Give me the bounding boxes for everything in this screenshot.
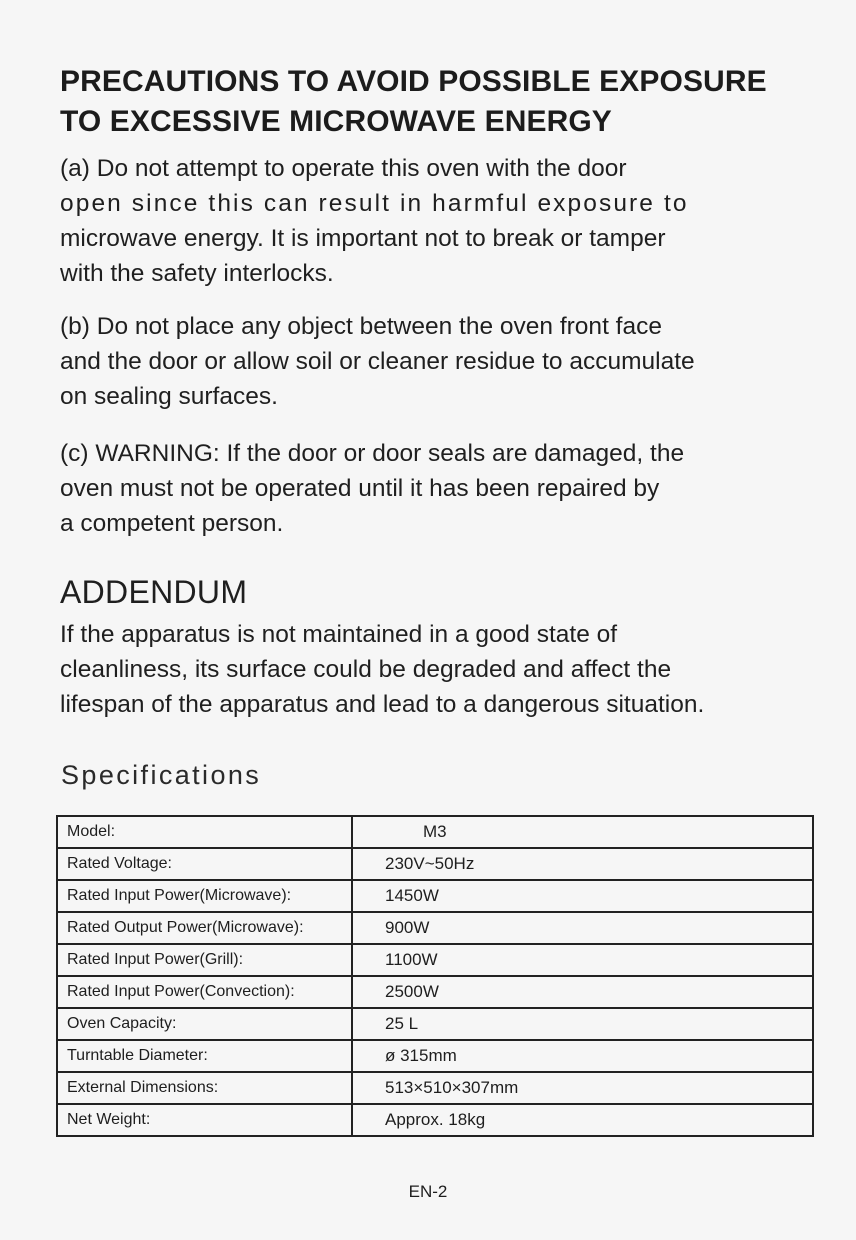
table-row: [57, 816, 813, 848]
spec-value: 900W: [352, 912, 813, 944]
table-row: [57, 880, 813, 912]
precaution-a-line: microwave energy. It is important not to break or tamper: [60, 225, 666, 252]
table-row: [57, 1104, 813, 1136]
precaution-b: [60, 309, 820, 414]
spec-value: 513×510×307mm: [352, 1072, 813, 1104]
specifications-table: [56, 815, 814, 1137]
table-row: [57, 944, 813, 976]
spec-value: 1100W: [352, 944, 813, 976]
spec-value: ø 315mm: [352, 1040, 813, 1072]
precaution-b-line: (b) Do not place any object between the oven front face: [60, 313, 662, 340]
precaution-a: [60, 151, 820, 291]
addendum-line: lifespan of the apparatus and lead to a dangerous situation.: [60, 691, 705, 718]
page-number: EN-2: [408, 1182, 448, 1201]
spec-label: External Dimensions:: [57, 1072, 352, 1104]
heading-line-1: PRECAUTIONS TO AVOID POSSIBLE EXPOSURE: [60, 65, 767, 98]
spec-label: Model:: [57, 816, 352, 848]
precaution-c-line: (c) WARNING: If the door or door seals are damaged, the: [60, 440, 685, 467]
spec-label: Rated Input Power(Convection):: [57, 976, 352, 1008]
spec-value: 230V~50Hz: [352, 848, 813, 880]
addendum-line: If the apparatus is not maintained in a good state of: [60, 621, 618, 648]
addendum-line: cleanliness, its surface could be degraded and affect the: [60, 656, 672, 683]
table-row: [57, 1072, 813, 1104]
table-row: [57, 1008, 813, 1040]
table-row: [57, 912, 813, 944]
precaution-a-line: with the safety interlocks.: [60, 260, 334, 287]
addendum-title: ADDENDUM: [60, 574, 248, 610]
table-row: [57, 848, 813, 880]
precaution-c-line: a competent person.: [60, 510, 284, 537]
spec-label: Rated Input Power(Grill):: [57, 944, 352, 976]
precaution-c: [60, 436, 820, 541]
precaution-b-line: on sealing surfaces.: [60, 383, 278, 410]
precaution-c-line: oven must not be operated until it has been repaired by: [60, 475, 660, 502]
spec-value: 1450W: [352, 880, 813, 912]
spec-label: Rated Output Power(Microwave):: [57, 912, 352, 944]
spec-value: 2500W: [352, 976, 813, 1008]
spec-value: M3: [352, 816, 813, 848]
spec-label: Rated Input Power(Microwave):: [57, 880, 352, 912]
precaution-a-line: (a) Do not attempt to operate this oven with the door: [60, 155, 627, 182]
table-row: [57, 1040, 813, 1072]
precaution-a-line: open since this can result in harmful exposure to: [60, 190, 689, 217]
spec-label: Oven Capacity:: [57, 1008, 352, 1040]
precaution-b-line: and the door or allow soil or cleaner residue to accumulate: [60, 348, 695, 375]
spec-value: Approx. 18kg: [352, 1104, 813, 1136]
page-heading: [60, 62, 820, 142]
heading-line-2: TO EXCESSIVE MICROWAVE ENERGY: [60, 105, 612, 138]
addendum-text: [60, 617, 820, 722]
spec-value: 25 L: [352, 1008, 813, 1040]
table-row: [57, 976, 813, 1008]
spec-label: Turntable Diameter:: [57, 1040, 352, 1072]
spec-label: Rated Voltage:: [57, 848, 352, 880]
spec-label: Net Weight:: [57, 1104, 352, 1136]
specifications-title: Specifications: [61, 760, 262, 790]
